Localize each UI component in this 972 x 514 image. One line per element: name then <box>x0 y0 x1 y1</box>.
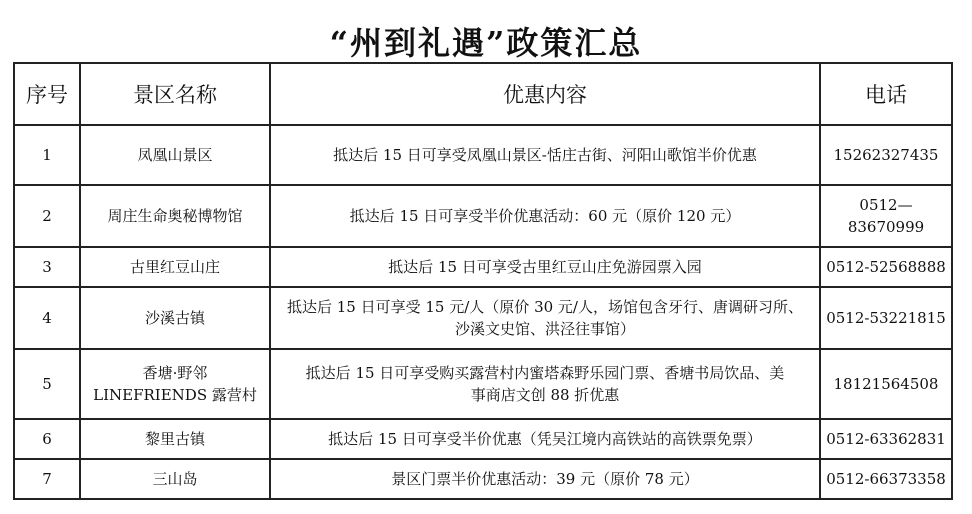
cell-phone <box>820 185 952 247</box>
cell-site-name: 周庄生命奥秘博物馆 <box>80 185 270 247</box>
header-offer: 优惠内容 <box>270 63 820 125</box>
cell-offer <box>270 287 820 349</box>
table-row <box>14 247 952 287</box>
offer-line-2: 事商店文创 88 折优惠 <box>470 386 620 404</box>
cell-offer: 抵达后 15 日可享受半价优惠活动：60 元（原价 120 元） <box>270 185 820 247</box>
cell-site-name: 凤凰山景区 <box>80 125 270 185</box>
phone-line-2: 83670999 <box>847 218 925 236</box>
page-title: “州到礼遇”政策汇总 <box>329 24 643 62</box>
table-row <box>14 459 952 499</box>
offer-line-1: 抵达后 15 日可享受购买露营村内蜜塔森野乐园门票、香塘书局饮品、美 <box>305 364 785 382</box>
cell-offer: 抵达后 15 日可享受古里红豆山庄免游园票入园 <box>270 247 820 287</box>
table-row <box>14 287 952 349</box>
cell-number: 3 <box>14 247 80 287</box>
cell-number: 6 <box>14 419 80 459</box>
site-name-line-2: LINEFRIENDS 露营村 <box>93 386 257 404</box>
table-header-row <box>14 63 952 125</box>
cell-offer <box>270 349 820 419</box>
cell-site-name <box>80 349 270 419</box>
cell-offer: 抵达后 15 日可享受半价优惠（凭吴江境内高铁站的高铁票免票） <box>270 419 820 459</box>
table-row <box>14 349 952 419</box>
cell-number: 1 <box>14 125 80 185</box>
table-row <box>14 185 952 247</box>
cell-number: 4 <box>14 287 80 349</box>
site-name-line-1: 香塘·野邻 <box>142 364 208 382</box>
offer-line-2: 沙溪文史馆、洪泾往事馆） <box>454 320 635 338</box>
cell-phone: 15262327435 <box>820 125 952 185</box>
cell-number: 2 <box>14 185 80 247</box>
offer-line-1: 抵达后 15 日可享受 15 元/人（原价 30 元/人，场馆包含牙行、唐调研习所、 <box>287 298 803 316</box>
header-number: 序号 <box>14 63 80 125</box>
cell-phone: 0512-52568888 <box>820 247 952 287</box>
cell-number: 7 <box>14 459 80 499</box>
header-phone: 电话 <box>820 63 952 125</box>
phone-line-1: 0512— <box>859 196 913 214</box>
cell-number: 5 <box>14 349 80 419</box>
cell-site-name: 黎里古镇 <box>80 419 270 459</box>
cell-phone: 0512-53221815 <box>820 287 952 349</box>
cell-site-name: 沙溪古镇 <box>80 287 270 349</box>
table-row <box>14 419 952 459</box>
cell-site-name: 三山岛 <box>80 459 270 499</box>
cell-site-name: 古里红豆山庄 <box>80 247 270 287</box>
cell-phone: 18121564508 <box>820 349 952 419</box>
table-row <box>14 125 952 185</box>
cell-phone: 0512-66373358 <box>820 459 952 499</box>
cell-phone: 0512-63362831 <box>820 419 952 459</box>
cell-offer: 景区门票半价优惠活动：39 元（原价 78 元） <box>270 459 820 499</box>
policy-table <box>13 62 953 500</box>
header-site-name: 景区名称 <box>80 63 270 125</box>
cell-offer: 抵达后 15 日可享受凤凰山景区-恬庄古街、河阳山歌馆半价优惠 <box>270 125 820 185</box>
